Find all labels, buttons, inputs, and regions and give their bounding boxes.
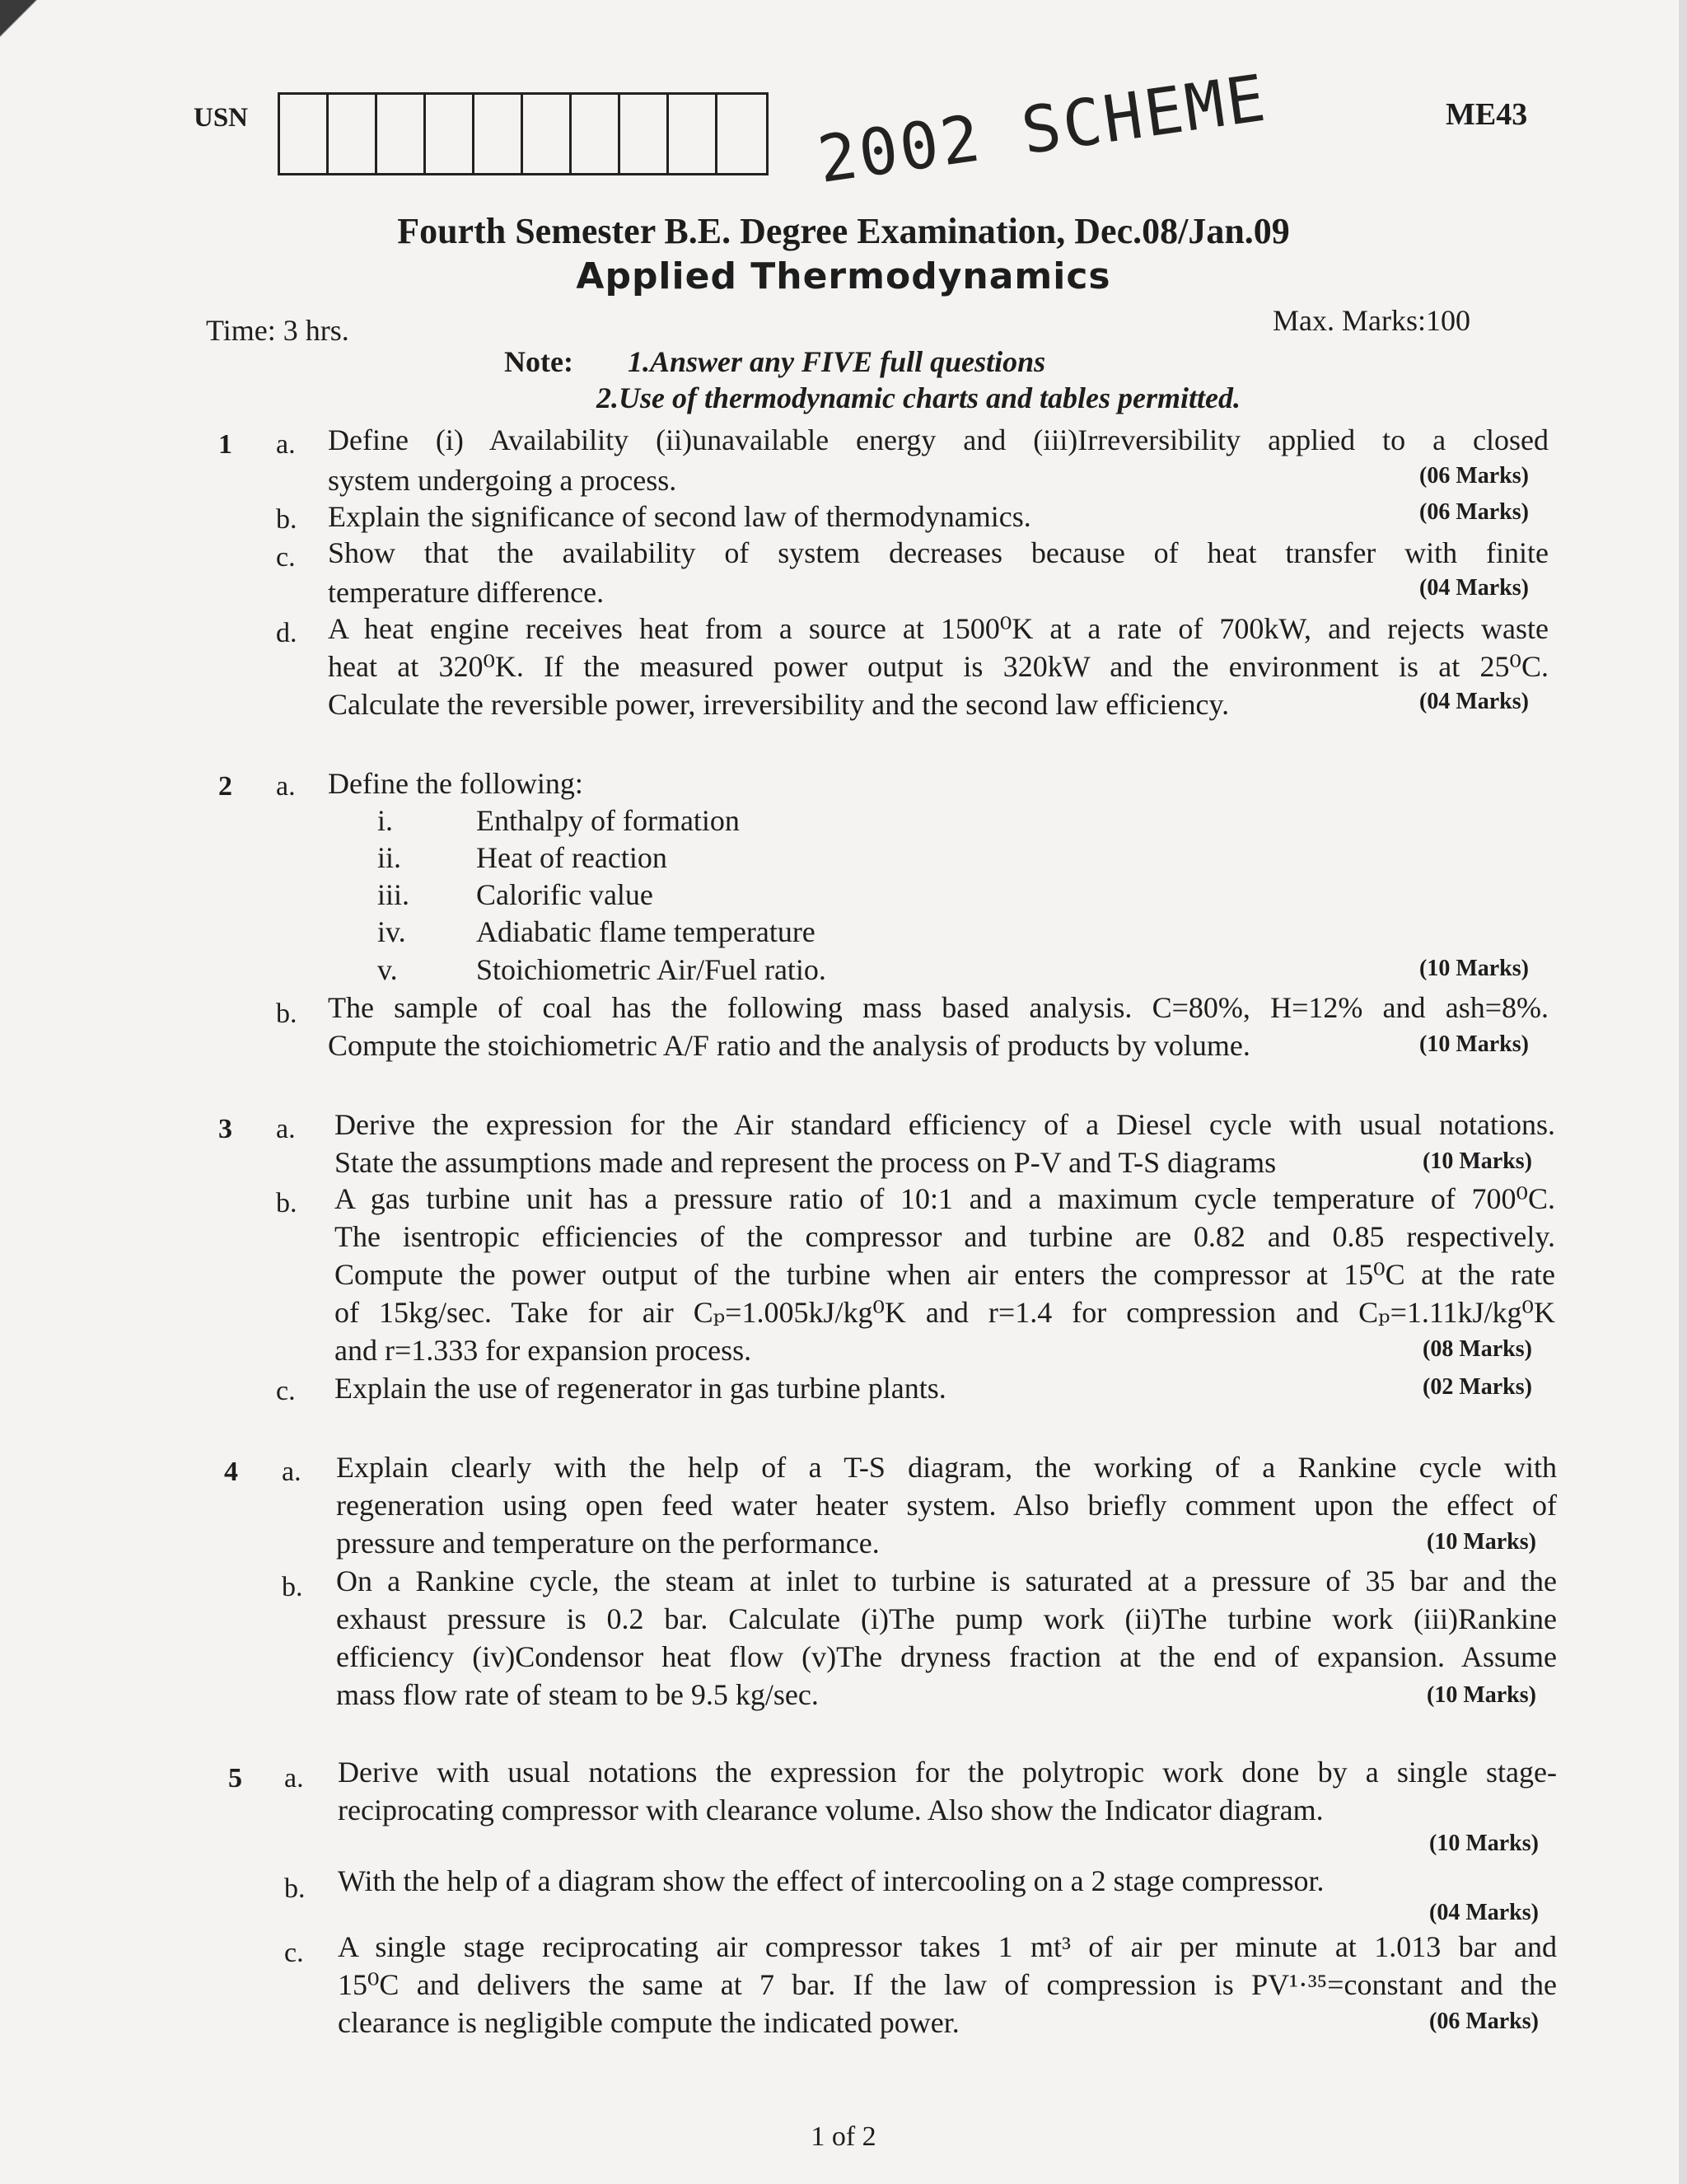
sub-label: a. [276,1114,296,1144]
question-text: regeneration using open feed water heater system. Also briefly comment upon the effect of [336,1489,1557,1522]
sub-label: b. [276,504,297,535]
question-text: Derive with usual notations the expression for the polytropic work done by a single stage- [338,1756,1557,1789]
marks: (06 Marks) [1419,463,1529,489]
note-1: 1.Answer any FIVE full questions [628,345,1046,378]
usn-box [572,95,620,173]
question-number: 3 [218,1114,232,1144]
marks: (10 Marks) [1419,956,1529,981]
usn-box [474,95,523,173]
paper-code: ME43 [1446,97,1528,132]
question-text: efficiency (iv)Condensor heat flow (v)The dryness fraction at the end of expansion. Assume [336,1640,1557,1673]
sub-label: a. [276,429,296,460]
list-item: Stoichiometric Air/Fuel ratio. [476,953,826,986]
list-number: ii. [377,841,402,874]
question-text: Show that the availability of system decreases because of heat transfer with finite [328,536,1549,569]
exam-time: Time: 3 hrs. [206,314,349,347]
question-text: Compute the stoichiometric A/F ratio and the analysis of products by volume. [328,1029,1250,1062]
marks: (04 Marks) [1419,689,1529,714]
sub-label: d. [276,618,297,648]
sub-label: c. [284,1938,304,1968]
sub-label: c. [276,542,296,573]
question-text: heat at 320⁰K. If the measured power output is 320kW and the environment is at 25⁰C. [328,650,1549,683]
marks: (02 Marks) [1423,1374,1532,1400]
list-item: Adiabatic flame temperature [476,915,815,948]
marks: (10 Marks) [1429,1831,1539,1856]
question-text: reciprocating compressor with clearance volume. Also show the Indicator diagram. [338,1793,1324,1826]
usn-box [620,95,669,173]
marks: (10 Marks) [1419,1031,1529,1057]
marks: (08 Marks) [1423,1336,1532,1362]
sub-label: a. [282,1457,301,1487]
usn-box [717,95,766,173]
question-text: Derive the expression for the Air standard efficiency of a Diesel cycle with usual notations. [334,1108,1555,1141]
list-item: Enthalpy of formation [476,804,740,837]
sub-label: b. [284,1873,306,1904]
question-text: A single stage reciprocating air compressor takes 1 mt³ of air per minute at 1.013 bar and [338,1930,1557,1963]
question-text: State the assumptions made and represent the process on P-V and T-S diagrams [334,1146,1277,1179]
sub-label: a. [276,771,296,802]
question-text: 15⁰C and delivers the same at 7 bar. If the law of compression is PV¹·³⁵=constant and the [338,1968,1557,2001]
question-number: 1 [218,429,232,460]
usn-box [669,95,717,173]
question-number: 5 [228,1763,242,1793]
question-text: pressure and temperature on the performance. [336,1527,880,1560]
question-text: Define (i) Availability (ii)unavailable energy and (iii)Irreversibility applied to a closed [328,423,1549,456]
usn-label: USN [194,103,249,133]
marks: (10 Marks) [1423,1148,1532,1174]
sub-label: b. [276,1188,297,1218]
list-item: Heat of reaction [476,841,667,874]
usn-boxes [278,92,769,175]
question-text: Explain clearly with the help of a T-S diagram, the working of a Rankine cycle with [336,1451,1557,1484]
question-text: mass flow rate of steam to be 9.5 kg/sec. [336,1678,819,1711]
question-text: Compute the power output of the turbine when air enters the compressor at 15⁰C at the rate [334,1258,1555,1291]
question-number: 2 [218,771,232,802]
question-text: Explain the significance of second law of thermodynamics. [328,500,1031,533]
question-text: clearance is negligible compute the indicated power. [338,2006,960,2039]
question-number: 4 [224,1457,238,1487]
list-number: iv. [377,915,406,948]
scan-edge [1679,0,1687,2184]
list-number: i. [377,804,394,837]
sub-label: b. [276,998,297,1029]
note-2: 2.Use of thermodynamic charts and tables permitted. [596,381,1241,414]
marks: (04 Marks) [1419,575,1529,601]
question-text: With the help of a diagram show the effect of intercooling on a 2 stage compressor. [338,1864,1325,1897]
note-label: Note: [504,345,573,378]
usn-box [377,95,426,173]
question-text: and r=1.333 for expansion process. [334,1334,752,1367]
sub-label: b. [282,1572,303,1602]
scheme-stamp: 2002 SCHEME [813,61,1273,198]
sub-label: c. [276,1376,296,1406]
list-number: v. [377,953,398,986]
marks: (10 Marks) [1427,1682,1536,1708]
marks: (06 Marks) [1429,2009,1539,2034]
usn-box [280,95,329,173]
usn-box [426,95,474,173]
page-number: 1 of 2 [811,2121,876,2152]
usn-box [523,95,572,173]
marks: (10 Marks) [1427,1529,1536,1555]
list-item: Calorific value [476,878,653,911]
subject-title: Applied Thermodynamics [576,255,1111,297]
question-text: On a Rankine cycle, the steam at inlet to turbine is saturated at a pressure of 35 bar and the [336,1564,1557,1597]
list-number: iii. [377,878,410,911]
max-marks: Max. Marks:100 [1273,304,1470,337]
question-text: Define the following: [328,767,583,800]
question-text: system undergoing a process. [328,464,677,497]
scan-corner-shadow [0,0,49,148]
question-text: Calculate the reversible power, irreversibility and the second law efficiency. [328,688,1230,721]
marks: (06 Marks) [1419,499,1529,525]
marks: (04 Marks) [1429,1900,1539,1925]
usn-box [329,95,377,173]
question-text: A gas turbine unit has a pressure ratio of 10:1 and a maximum cycle temperature of 700⁰C. [334,1182,1555,1215]
sub-label: a. [284,1763,304,1793]
question-text: Explain the use of regenerator in gas turbine plants. [334,1372,946,1405]
question-text: of 15kg/sec. Take for air Cₚ=1.005kJ/kg⁰K and r=1.4 for compression and Cₚ=1.11kJ/kg⁰K [334,1296,1555,1329]
exam-title: Fourth Semester B.E. Degree Examination, Dec.08/Jan.09 [397,211,1290,251]
question-text: A heat engine receives heat from a source at 1500⁰K at a rate of 700kW, and rejects waste [328,612,1549,645]
question-text: exhaust pressure is 0.2 bar. Calculate (i)The pump work (ii)The turbine work (iii)Rankine [336,1602,1557,1635]
question-text: temperature difference. [328,576,605,609]
question-text: The sample of coal has the following mass based analysis. C=80%, H=12% and ash=8%. [328,991,1549,1024]
question-text: The isentropic efficiencies of the compressor and turbine are 0.82 and 0.85 respectively. [334,1220,1555,1253]
